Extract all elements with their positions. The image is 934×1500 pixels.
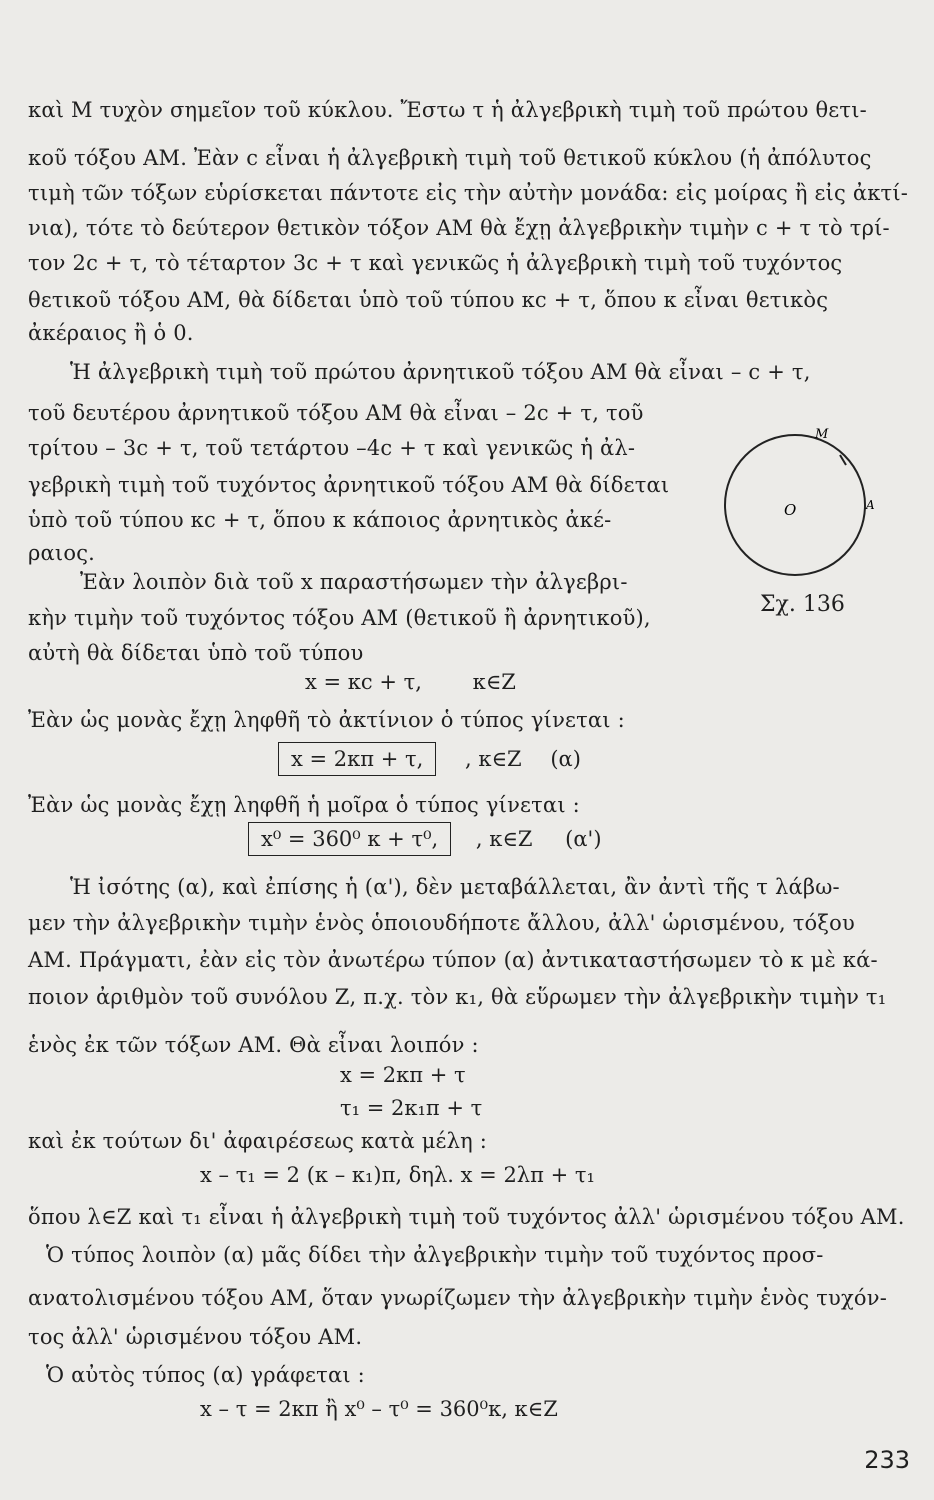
text-line: τιμὴ τῶν τόξων εὑρίσκεται πάντοτε εἰς τὴν αὐτὴν μονάδα: εἰς μοίρας ἢ εἰς ἀκτί- (28, 181, 909, 205)
label-a: A (866, 498, 875, 512)
text-line: ποιον ἀριθμὸν τοῦ συνόλου Ζ, π.χ. τὸν κ₁, θὰ εὕρωμεν τὴν ἀλγεβρικὴν τιμὴν τ₁ (28, 985, 887, 1009)
formula-box: x = 2κπ + τ, (278, 742, 436, 776)
text-line: νια), τότε τὸ δεύτερον θετικὸν τόξον ΑΜ θὰ ἔχῃ ἀλγεβρικὴν τιμὴν c + τ τὸ τρί- (28, 216, 890, 240)
figure-caption: Σχ. 136 (760, 592, 845, 617)
text-line: Ἐὰν ὡς μονὰς ἔχῃ ληφθῆ ἡ μοῖρα ὁ τύπος γίνεται : (28, 793, 580, 817)
text-line: ὅπου λ∈Ζ καὶ τ₁ εἶναι ἡ ἀλγεβρικὴ τιμὴ τοῦ τυχόντος ἀλλ' ὡρισμένου τόξου ΑΜ. (28, 1205, 905, 1229)
text-line: τον 2c + τ, τὸ τέταρτον 3c + τ καὶ γενικῶς ἡ ἀλγεβρικὴ τιμὴ τοῦ τυχόντος (28, 251, 843, 275)
text-line: κὴν τιμὴν τοῦ τυχόντος τόξου ΑΜ (θετικοῦ ἢ ἀρνητικοῦ), (28, 606, 651, 630)
formula-diff: x – τ₁ = 2 (κ – κ₁)π, δηλ. x = 2λπ + τ₁ (200, 1163, 595, 1187)
label-o: O (784, 501, 797, 519)
text-line: καὶ Μ τυχὸν σημεῖον τοῦ κύκλου. Ἔστω τ ἡ ἀλγεβρικὴ τιμὴ τοῦ πρώτου θετι- (28, 98, 867, 122)
text-line: Ἡ ἰσότης (α), καὶ ἐπίσης ἡ (α'), δὲν μεταβάλλεται, ἂν ἀντὶ τῆς τ λάβω- (70, 875, 840, 899)
formula-eq2: τ₁ = 2κ₁π + τ (340, 1096, 483, 1120)
text-line: Ἡ ἀλγεβρικὴ τιμὴ τοῦ πρώτου ἀρνητικοῦ τόξου ΑΜ θὰ εἶναι – c + τ, (70, 360, 811, 384)
formula-degree: x⁰ = 360⁰ κ + τ⁰, , κ∈Z (α') (248, 822, 602, 856)
text-line: ἑνὸς ἐκ τῶν τόξων ΑΜ. Θὰ εἶναι λοιπόν : (28, 1033, 479, 1057)
text-line: κοῦ τόξου ΑΜ. Ἐὰν c εἶναι ἡ ἀλγεβρικὴ τιμὴ τοῦ θετικοῦ κύκλου (ἡ ἀπόλυτος (28, 146, 872, 170)
formula-final: x – τ = 2κπ ἢ x⁰ – τ⁰ = 360⁰κ, κ∈Z (200, 1397, 558, 1421)
formula-box: x⁰ = 360⁰ κ + τ⁰, (248, 822, 451, 856)
page-number: 233 (864, 1446, 910, 1474)
formula-radian: x = 2κπ + τ, , κ∈Z (α) (278, 742, 581, 776)
text-line: γεβρικὴ τιμὴ τοῦ τυχόντος ἀρνητικοῦ τόξου ΑΜ θὰ δίδεται (28, 473, 670, 497)
text-line: καὶ ἐκ τούτων δι' ἀφαιρέσεως κατὰ μέλη : (28, 1129, 488, 1153)
text-line: Ὁ τύπος λοιπὸν (α) μᾶς δίδει τὴν ἀλγεβρικὴν τιμὴν τοῦ τυχόντος προσ- (46, 1243, 824, 1267)
text-line: ὑπὸ τοῦ τύπου κc + τ, ὅπου κ κάποιος ἀρνητικὸς ἀκέ- (28, 508, 612, 532)
text-line: Ὁ αὐτὸς τύπος (α) γράφεται : (46, 1363, 365, 1387)
text-line: ραιος. (28, 541, 96, 565)
text-line: Ἐὰν λοιπὸν διὰ τοῦ x παραστήσωμεν τὴν ἀλγεβρι- (80, 570, 628, 594)
text-line: Ἐὰν ὡς μονὰς ἔχῃ ληφθῆ τὸ ἀκτίνιον ὁ τύπος γίνεται : (28, 708, 625, 732)
text-line: ανατολισμένου τόξου ΑΜ, ὅταν γνωρίζωμεν τὴν ἀλγεβρικὴν τιμὴν ἑνὸς τυχόν- (28, 1286, 888, 1310)
label-m: M (815, 427, 829, 442)
text-line: μεν τὴν ἀλγεβρικὴν τιμὴν ἑνὸς ὁποιουδήποτε ἄλλου, ἀλλ' ὡρισμένου, τόξου (28, 911, 855, 935)
text-line: τοῦ δευτέρου ἀρνητικοῦ τόξου ΑΜ θὰ εἶναι – 2c + τ, τοῦ (28, 401, 644, 425)
formula-general: x = κc + τ, κ∈Z (305, 670, 516, 694)
text-line: τρίτου – 3c + τ, τοῦ τετάρτου –4c + τ καὶ γενικῶς ἡ ἀλ- (28, 436, 636, 460)
text-line: θετικοῦ τόξου ΑΜ, θὰ δίδεται ὑπὸ τοῦ τύπου κc + τ, ὅπου κ εἶναι θετικὸς (28, 288, 829, 312)
text-line: τος ἀλλ' ὡρισμένου τόξου ΑΜ. (28, 1325, 363, 1349)
formula-eq1: x = 2κπ + τ (340, 1063, 466, 1087)
text-line: ΑΜ. Πράγματι, ἐὰν εἰς τὸν ἀνωτέρω τύπον (α) ἀντικαταστήσωμεν τὸ κ μὲ κά- (28, 948, 878, 972)
text-line: αὐτὴ θὰ δίδεται ὑπὸ τοῦ τύπου (28, 641, 364, 665)
text-line: ἀκέραιος ἢ ὁ 0. (28, 321, 194, 345)
